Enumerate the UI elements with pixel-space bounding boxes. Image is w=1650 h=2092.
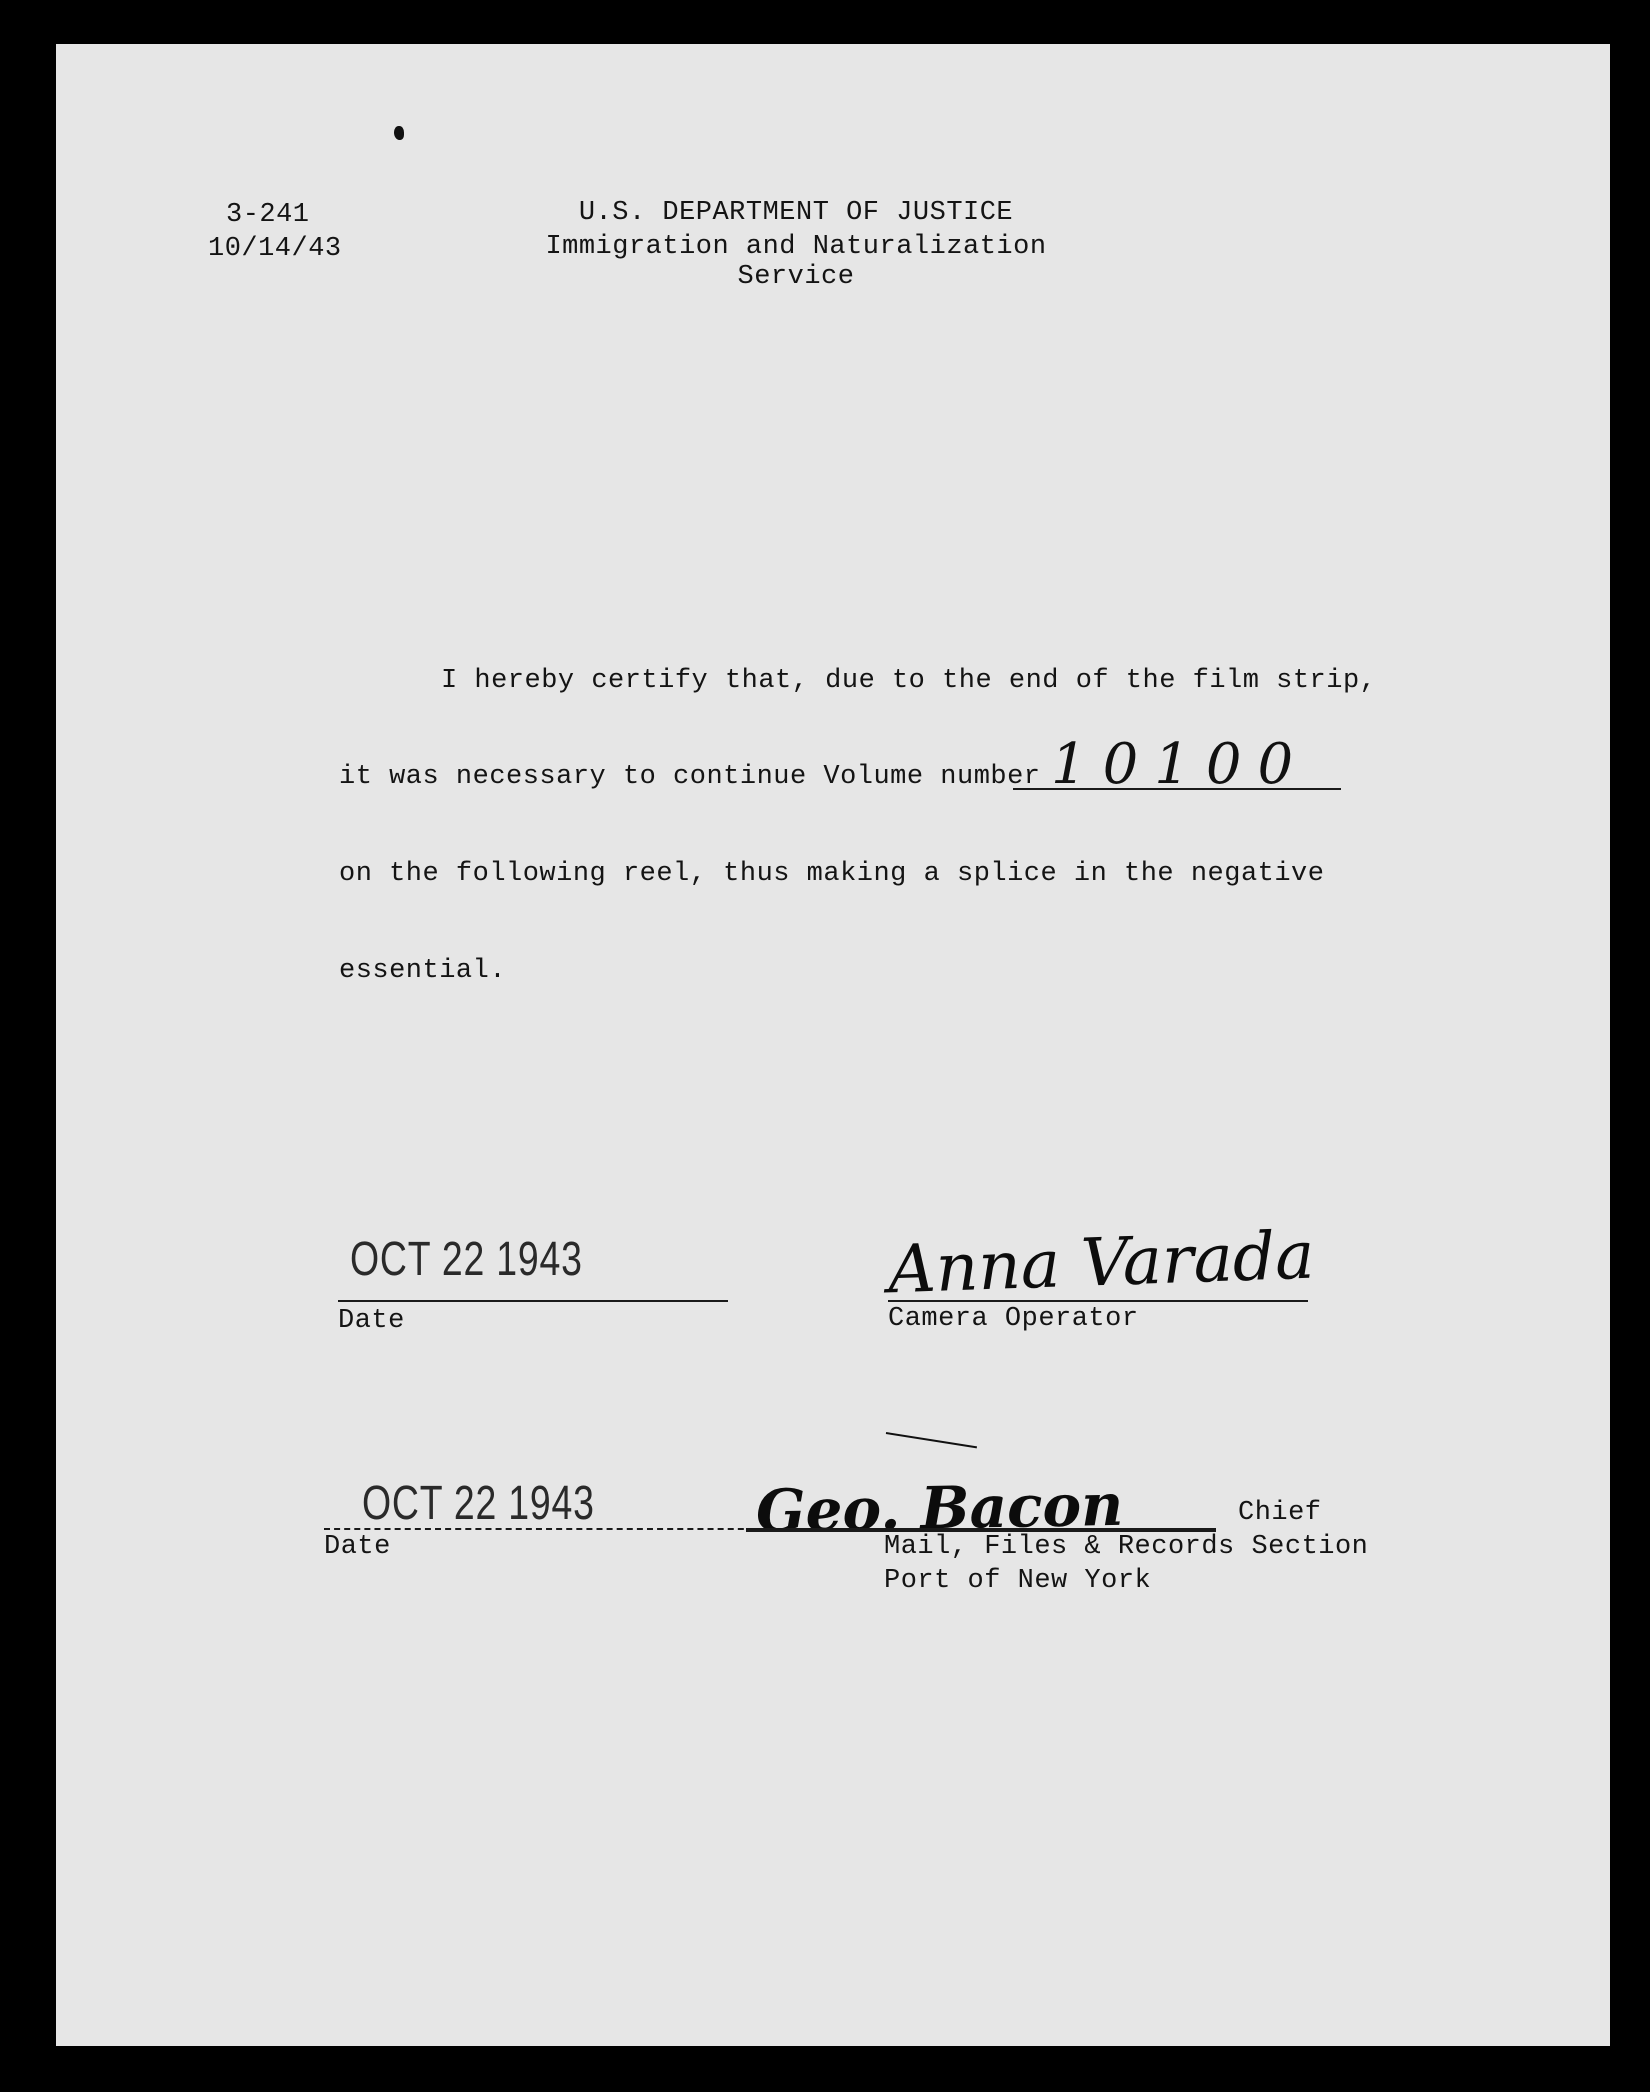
volume-number: 10100: [1051, 732, 1310, 797]
certification-line-1: I hereby certify that, due to the end of the film strip,: [441, 666, 1377, 696]
section-title: Mail, Files & Records Section: [884, 1532, 1369, 1562]
date-stamp-2: OCT 22 1943: [362, 1477, 595, 1530]
form-number: 3-241: [226, 200, 310, 230]
date-line-1: [338, 1300, 728, 1302]
certification-line-4: essential.: [339, 956, 507, 986]
certification-line-3: on the following reel, thus making a splice in the negative: [339, 859, 1325, 889]
date-stamp-1: OCT 22 1943: [350, 1233, 583, 1286]
form-date: 10/14/43: [208, 234, 342, 264]
certification-line-2: it was necessary to continue Volume number: [339, 762, 1041, 792]
ink-spot: [394, 126, 404, 140]
service-heading: Immigration and Naturalization Service: [545, 232, 1047, 292]
chief-signature: Geo. Bacon: [755, 1470, 1124, 1546]
port-title: Port of New York: [884, 1566, 1152, 1596]
date-label-2: Date: [324, 1532, 391, 1562]
department-heading: U.S. DEPARTMENT OF JUSTICE: [578, 198, 1014, 228]
camera-operator-signature: Anna Varada: [886, 1216, 1316, 1309]
document-page: [56, 44, 1610, 2046]
date-line-2: [324, 1528, 764, 1530]
signature-line-1: [888, 1300, 1308, 1302]
pen-stroke: [886, 1432, 977, 1448]
chief-title: Chief: [1238, 1498, 1322, 1528]
camera-operator-title: Camera Operator: [888, 1304, 1139, 1334]
date-label-1: Date: [338, 1306, 405, 1336]
